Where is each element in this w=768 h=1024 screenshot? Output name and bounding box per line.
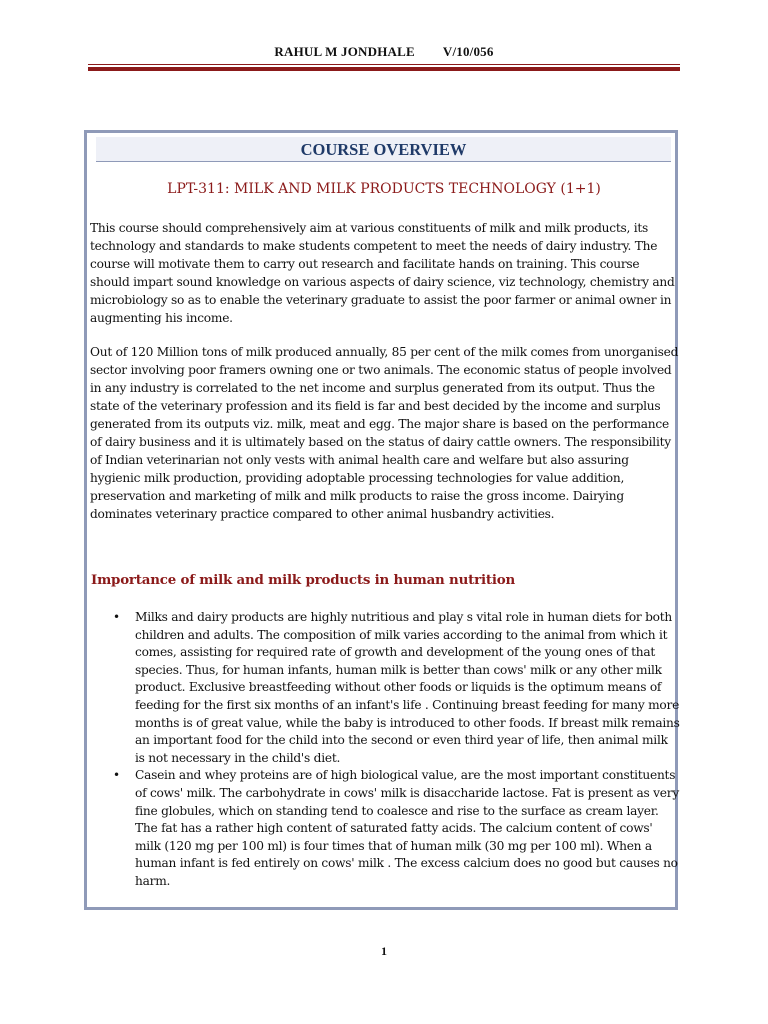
page-number: 1 bbox=[381, 944, 387, 958]
header-rule-thick bbox=[88, 67, 680, 71]
section-title-bar bbox=[96, 137, 671, 162]
header-author: RAHUL M JONDHALE bbox=[274, 44, 415, 59]
section-title: COURSE OVERVIEW bbox=[300, 140, 467, 159]
course-title: LPT-311: MILK AND MILK PRODUCTS TECHNOLOGY (1+1) bbox=[167, 181, 601, 197]
list-item bbox=[113, 767, 680, 890]
list-item-text: Casein and whey proteins are of high biological value, are the most important constituents of cows' milk. The carbohydrate in cows' milk is disaccharide lactose. Fat is present as very fine globules, which on standing tend to coalesce and rise to the surface as cream layer. The fat has a rather high content of saturated fatty acids. The calcium content of cows' milk (120 mg per 100 ml) is four times that of human milk (30 mg per 100 ml). When a human infant is fed entirely on cows' milk . The excess calcium does no good but causes no harm. bbox=[135, 768, 679, 888]
nutrition-bullet-list bbox=[113, 609, 680, 891]
list-item bbox=[113, 609, 680, 767]
importance-heading: Importance of milk and milk products in human nutrition bbox=[91, 572, 515, 588]
list-item-text: Milks and dairy products are highly nutritious and play s vital role in human diets for both children and adults. The composition of milk varies according to the animal from which it comes, assisting for required rate of growth and development of the young ones of that species. Thus, for human infants, human milk is better than cows' milk or any other milk product. Exclusive breastfeeding without other foods or liquids is the optimum means of feeding for the first six months of an infant's life . Continuing breast feeding for many more months is of great value, while the baby is introduced to other foods. If breast milk remains an important food for the child into the second or even third year of life, then animal milk is not necessary in the child's diet. bbox=[135, 610, 680, 765]
header-code: V/10/056 bbox=[442, 44, 494, 59]
bullet-icon: • bbox=[113, 768, 120, 783]
page-header bbox=[0, 44, 768, 60]
intro-paragraph: This course should comprehensively aim at various constituents of milk and milk products, its technology and standards to make students competent to meet the needs of dairy industry. The course will motivate them to carry out research and facilitate hands on training. This course should impart sound knowledge on various aspects of dairy science, viz technology, chemistry and microbiology so as to enable the veterinary graduate to assist the poor farmer or animal owner in augmenting his income. bbox=[90, 221, 675, 325]
context-paragraph: Out of 120 Million tons of milk produced annually, 85 per cent of the milk comes from unorganised sector involving poor framers owning one or two animals. The economic status of people involved in any industry is correlated to the net income and surplus generated from its output. Thus the state of the veterinary profession and its field is far and best decided by the income and surplus generated from its outputs viz. milk, meat and egg. The major share is based on the performance of dairy business and it is ultimately based on the status of dairy cattle owners. The responsibility of Indian veterinarian not only vests with animal health care and welfare but also assuring hygienic milk production, providing adoptable processing technologies for value addition, preservation and marketing of milk and milk products to raise the gross income. Dairying dominates veterinary practice compared to other animal husbandry activities. bbox=[90, 345, 679, 521]
header-rule-thin bbox=[88, 64, 680, 65]
bullet-icon: • bbox=[113, 610, 120, 624]
